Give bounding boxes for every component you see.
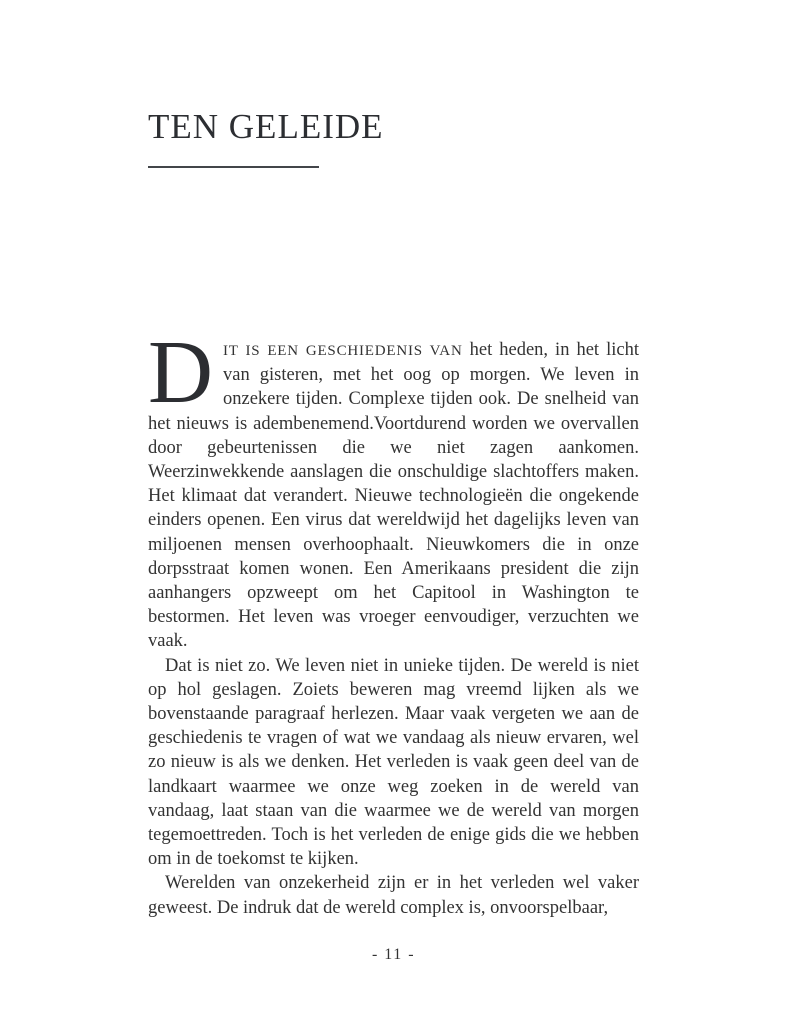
body-paragraph-1 — [148, 323, 639, 654]
title-rule-divider — [148, 166, 319, 168]
body-paragraph-2: Dat is niet zo. We leven niet in unieke tijden. De wereld is niet op hol geslagen. Zoiets beweren mag vreemd lijken als we bovenstaande paragraaf herlezen. Maar vaak vergeten we aan de geschiedenis te vragen of wat we vandaag als nieuw ervaren, wel zo nieuw is als we denken. Het verleden is vaak geen deel van de landkaart waarmee we onze weg zoeken in de wereld van vandaag, laat staan van die waarmee we de wereld van morgen tegemoettreden. Toch is het verleden de enige gids die we hebben om in de toekomst te kijken. — [148, 655, 639, 870]
chapter-header — [148, 105, 384, 168]
page-number: - 11 - — [371, 946, 416, 963]
paragraph-1-text: het heden, in het licht van gisteren, met het oog op morgen. We leven in onzekere tijden. Complexe tijden ook. De snelheid van het nieuws is adembenemend.Voortdurend worden we overvallen door gebeurtenissen die we niet zagen aankomen. Weerzinwekkende aanslagen die onschuldige slachtoffers maken. Het klimaat dat verandert. Nieuwe technologieën die ongekende einders openen. Een virus dat wereldwijd het dagelijks leven van miljoenen mensen overhoophaalt. Nieuwkomers die in onze dorpsstraat komen wonen. Een Amerikaans president die zijn aanhangers opzweept om het Capitool in Washington te bestormen. Het leven was vroeger eenvoudiger, verzuchten we vaak. — [148, 340, 639, 652]
chapter-title: TEN GELEIDE — [148, 107, 384, 146]
drop-cap: D — [148, 323, 213, 422]
lead-in-small-caps: IT IS EEN GESCHIEDENIS VAN — [223, 343, 463, 359]
body-paragraph-3: Werelden van onzekerheid zijn er in het verleden wel vaker geweest. De indruk dat de wereld complex is, onvoorspelbaar, — [148, 873, 639, 918]
body-text — [148, 323, 639, 920]
